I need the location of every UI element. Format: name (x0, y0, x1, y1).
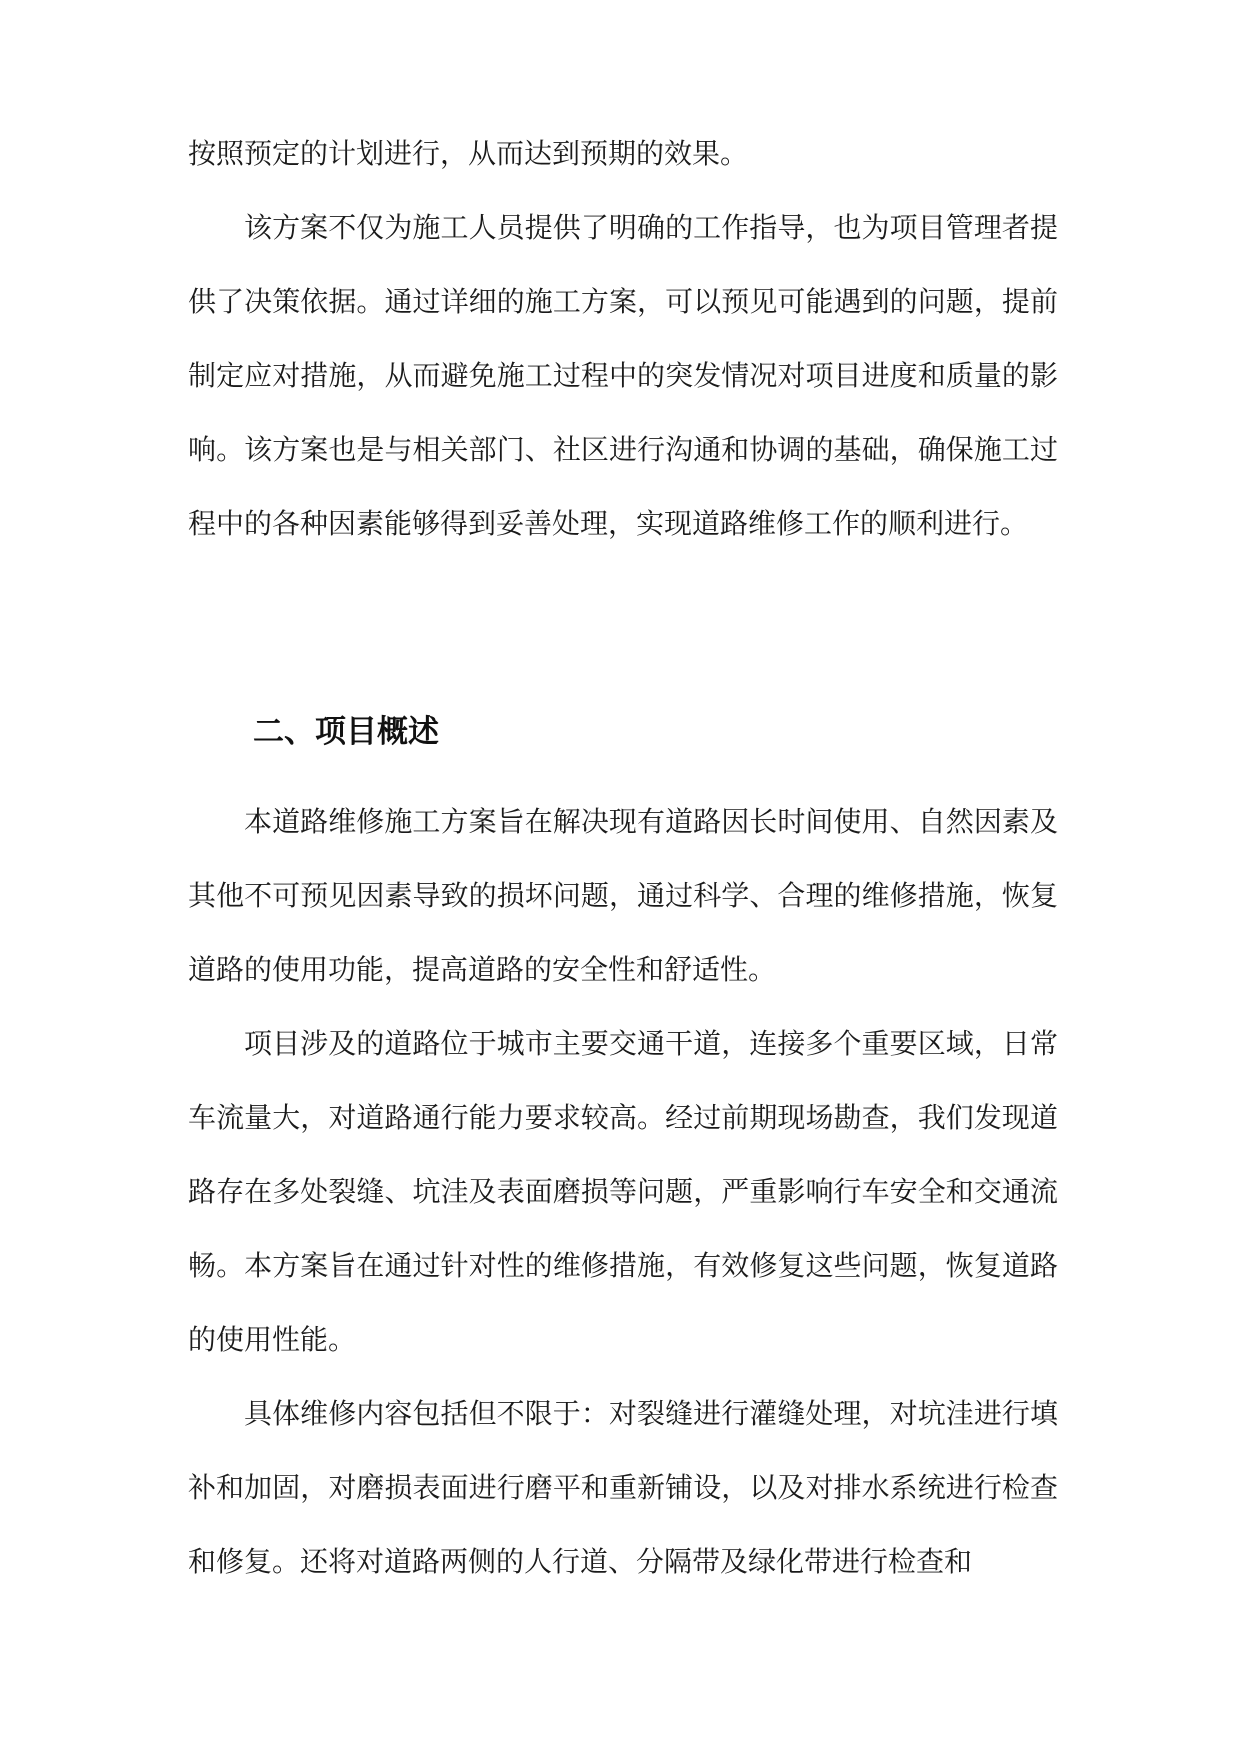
paragraph-plan-value: 该方案不仅为施工人员提供了明确的工作指导，也为项目管理者提供了决策依据。通过详细的施工方案，可以预见可能遇到的问题，提前制定应对措施，从而避免施工过程中的突发情况对项目进度和质量的影响。该方案也是与相关部门、社区进行沟通和协调的基础，确保施工过程中的各种因素能够得到妥善处理，实现道路维修工作的顺利进行。 (188, 211, 1058, 540)
section-heading: 二、项目概述 (253, 714, 439, 750)
continued-paragraph: 按照预定的计划进行，从而达到预期的效果。 (188, 137, 749, 170)
paragraph-repair-content: 具体维修内容包括但不限于：对裂缝进行灌缝处理，对坑洼进行填补和加固，对磨损表面进行磨平和重新铺设，以及对排水系统进行检查和修复。还将对道路两侧的人行道、分隔带及绿化带进行检查和 (188, 1397, 1058, 1578)
paragraph-road-condition: 项目涉及的道路位于城市主要交通干道，连接多个重要区域，日常车流量大，对道路通行能力要求较高。经过前期现场勘查，我们发现道路存在多处裂缝、坑洼及表面磨损等问题，严重影响行车安全和交通流畅。本方案旨在通过针对性的维修措施，有效修复这些问题，恢复道路的使用性能。 (188, 1027, 1058, 1356)
paragraph-project-purpose: 本道路维修施工方案旨在解决现有道路因长时间使用、自然因素及其他不可预见因素导致的损坏问题，通过科学、合理的维修措施，恢复道路的使用功能，提高道路的安全性和舒适性。 (188, 805, 1058, 986)
